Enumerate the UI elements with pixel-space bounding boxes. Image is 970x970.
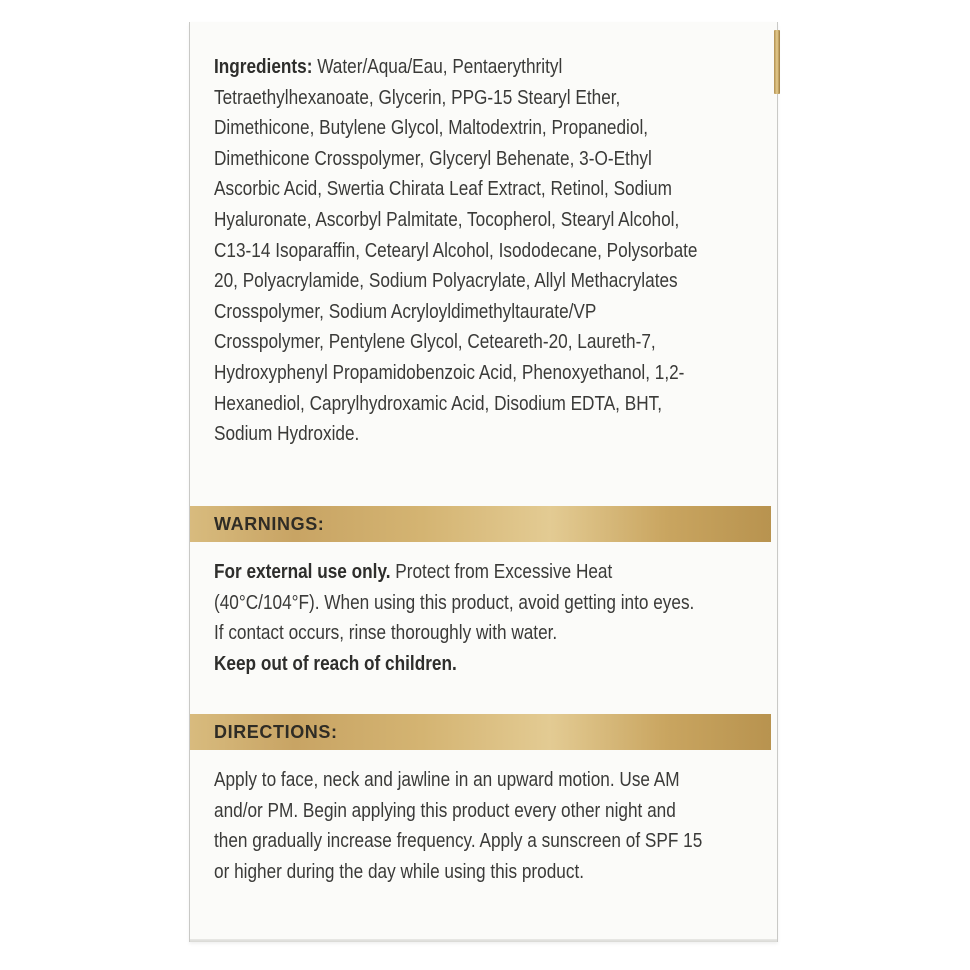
warnings-header-band [190,506,771,542]
directions-text: Apply to face, neck and jawline in an upward motion. Use AM and/or PM. Begin applying this product every other night and then gradually increase frequency. Apply a sunscreen of SPF 15 or higher during the day while using this product. [214,769,703,883]
directions-paragraph [214,765,709,887]
directions-header-band [190,714,771,750]
warnings-text: Protect from Excessive Heat (40°C/104°F). When using this product, avoid getting into eyes. If contact occurs, rinse thoroughly with water. [214,561,695,645]
warnings-heading: WARNINGS: [214,514,325,534]
ingredients-label: Ingredients: [214,56,313,78]
ingredients-paragraph [214,52,709,450]
warnings-paragraph [214,557,709,679]
warnings-keep-away-children: Keep out of reach of children. [214,652,457,675]
gold-edge-accent [774,30,780,94]
directions-heading: DIRECTIONS: [214,722,338,742]
ingredients-list: Water/Aqua/Eau, Pentaerythrityl Tetraethylhexanoate, Glycerin, PPG-15 Stearyl Ether, Dimethicone, Butylene Glycol, Maltodextrin, Propanediol, Dimethicone Crosspolymer, Glyceryl Behenate, 3-O-Ethyl Ascorbic Acid, Swertia Chirata Leaf Extract, Retinol, Sodium Hyaluronate, Ascorbyl Palmitate, Tocopherol, Stearyl Alcohol, C13-14 Isoparaffin, Cetearyl Alcohol, Isododecane, Polysorbate 20, Polyacrylamide, Sodium Polyacrylate, Allyl Methacrylates Crosspolymer, Sodium Acryloyldimethyltaurate/VP Crosspolymer, Pentylene Glycol, Ceteareth-20, Laureth-7, Hydroxyphenyl Propamidobenzoic Acid, Phenoxyethanol, 1,2-Hexanediol, Caprylhydroxamic Acid, Disodium EDTA, BHT, Sodium Hydroxide. [214,56,698,446]
warnings-external-use: For external use only. [214,561,391,583]
